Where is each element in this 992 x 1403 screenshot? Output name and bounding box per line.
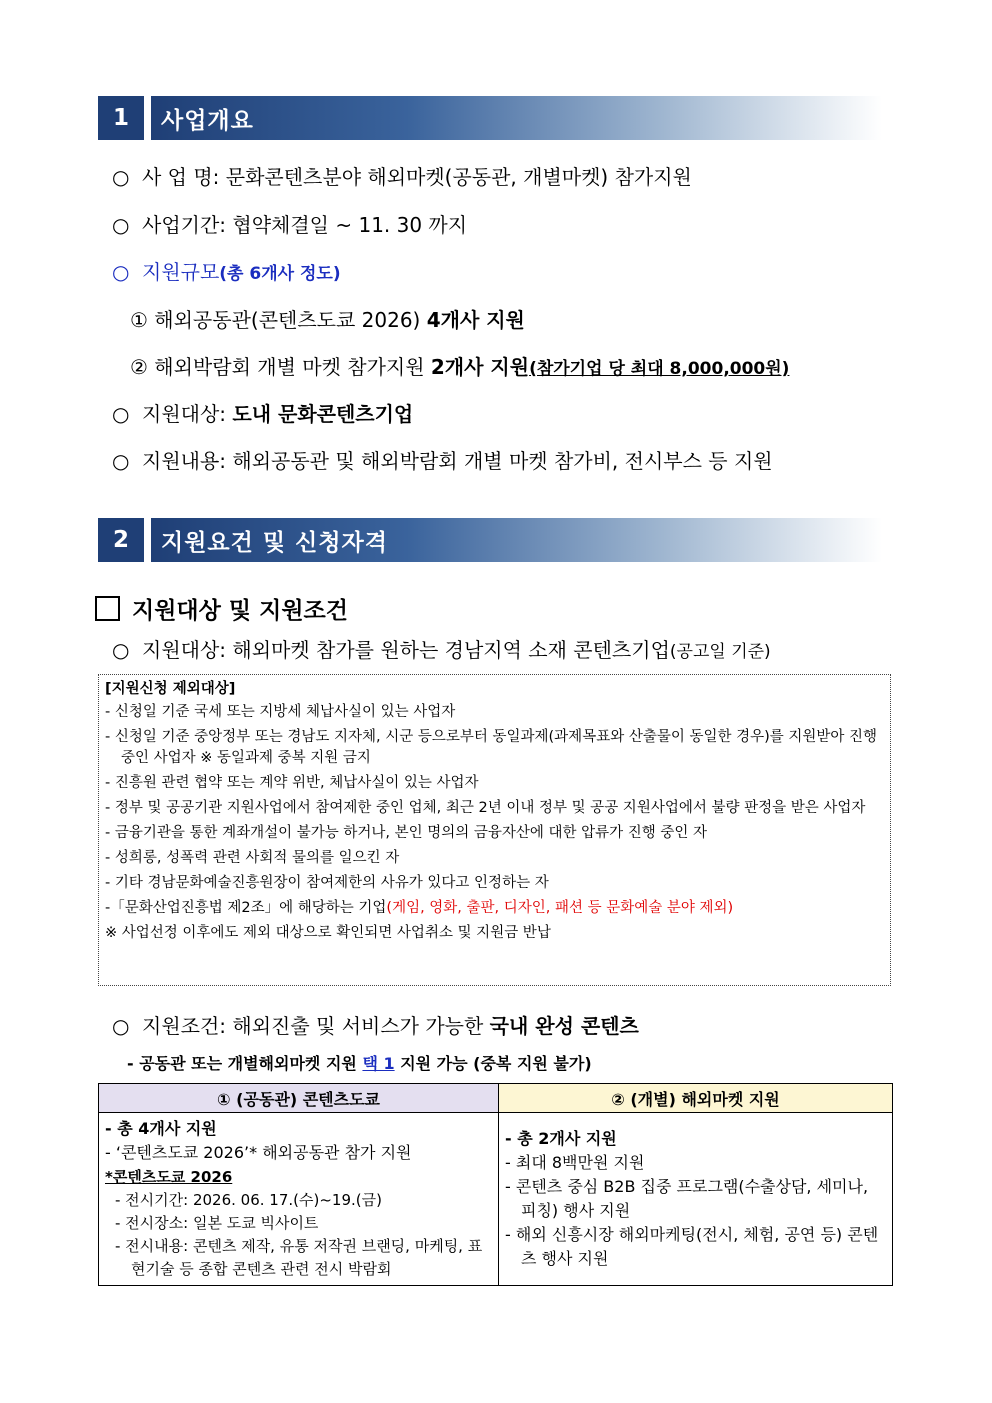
- section-1-title: 사업개요: [151, 96, 882, 140]
- support-table: [98, 1083, 893, 1286]
- exclusion-item: - 성희롱, 성폭력 관련 사회적 물의를 일으킨 자: [105, 850, 400, 866]
- exclusion-item: - 정부 및 공공기관 지원사업에서 참여제한 중인 업체, 최근 2년 이내 정부 및 공공 지원사업에서 불량 판정을 받은 사업자: [105, 800, 866, 816]
- table-cell-col2: - 총 2개사 지원 - 최대 8백만원 지원 - 콘텐츠 중심 B2B 집중 프로그램(수출상담, 세미나, 피칭) 행사 지원 - 해외 신흥시장 해외마케팅(전시, 체험, 공연 등) 콘텐츠 행사 지원: [499, 1113, 893, 1286]
- support-content-line: ○ 지원내용: 해외공동관 및 해외박람회 개별 마켓 참가비, 전시부스 등 지원: [112, 449, 773, 473]
- business-name-line: ○ 사 업 명: 문화콘텐츠분야 해외마켓(공동관, 개별마켓) 참가지원: [112, 165, 692, 189]
- support-scale-sub-2: ② 해외박람회 개별 마켓 참가지원 2개사 지원(참가기업 당 최대 8,000,000원): [130, 355, 790, 379]
- support-target-line: ○ 지원대상: 도내 문화콘텐츠기업: [112, 402, 414, 426]
- section-2-title: 지원요건 및 신청자격: [151, 518, 882, 562]
- exclusion-heading: [지원신청 제외대상]: [105, 681, 236, 697]
- table-header-col2: ② (개별) 해외마켓 지원: [499, 1084, 893, 1113]
- support-condition-line: ○ 지원조건: 해외진출 및 서비스가 가능한 국내 완성 콘텐츠: [112, 1014, 639, 1038]
- eligibility-target-line: ○ 지원대상: 해외마켓 참가를 원하는 경남지역 소재 콘텐츠기업(공고일 기준): [112, 638, 771, 662]
- select-one-line: - 공동관 또는 개별해외마켓 지원 택 1 지원 가능 (중복 지원 불가): [127, 1054, 592, 1073]
- exclusion-item-last: -「문화산업진흥법 제2조」에 해당하는 기업(게임, 영화, 출판, 디자인, 패션 등 문화예술 분야 제외): [105, 900, 734, 916]
- subsection-title: 지원대상 및 지원조건: [95, 592, 348, 625]
- support-scale-sub-1: ① 해외공동관(콘텐츠도쿄 2026) 4개사 지원: [130, 308, 525, 332]
- section-2-number: 2: [98, 518, 144, 562]
- section-1-header: [98, 96, 882, 140]
- exclusion-item: - 진흥원 관련 협약 또는 계약 위반, 체납사실이 있는 사업자: [105, 775, 479, 791]
- table-cell-col1: - 총 4개사 지원 - ‘콘텐츠도쿄 2026’* 해외공동관 참가 지원 *콘텐츠도쿄 2026 - 전시기간: 2026. 06. 17.(수)~19.(금) - 전시장소: 일본 도쿄 빅사이트 - 전시내용: 콘텐츠 제작, 유통 저작권 브랜딩, 마케팅, 표현기술 등 종합 콘텐츠 관련 전시 박람회: [99, 1113, 499, 1286]
- exclusion-item: - 신청일 기준 중앙정부 또는 경남도 지자체, 시군 등으로부터 동일과제(과제목표와 산출물이 동일한 경우)를 지원받아 진행 중인 사업자 ※ 동일과제 중복 지원 금지: [105, 729, 878, 766]
- exclusion-item: - 기타 경남문화예술진흥원장이 참여제한의 사유가 있다고 인정하는 자: [105, 875, 549, 891]
- business-period-line: ○ 사업기간: 협약체결일 ~ 11. 30 까지: [112, 213, 468, 237]
- exclusion-box: [98, 674, 891, 986]
- support-scale-line: ○ 지원규모(총 6개사 정도): [112, 260, 341, 284]
- exclusion-item: - 금융기관을 통한 계좌개설이 불가능 하거나, 본인 명의의 금융자산에 대한 압류가 진행 중인 자: [105, 825, 708, 841]
- section-1-number: 1: [98, 96, 144, 140]
- exclusion-item: - 신청일 기준 국세 또는 지방세 체납사실이 있는 사업자: [105, 704, 456, 720]
- checkbox-square-icon: [95, 596, 120, 621]
- exclusion-note: ※ 사업선정 이후에도 제외 대상으로 확인되면 사업취소 및 지원금 반납: [105, 925, 551, 941]
- section-2-header: [98, 518, 882, 562]
- table-header-col1: ① (공동관) 콘텐츠도쿄: [99, 1084, 499, 1113]
